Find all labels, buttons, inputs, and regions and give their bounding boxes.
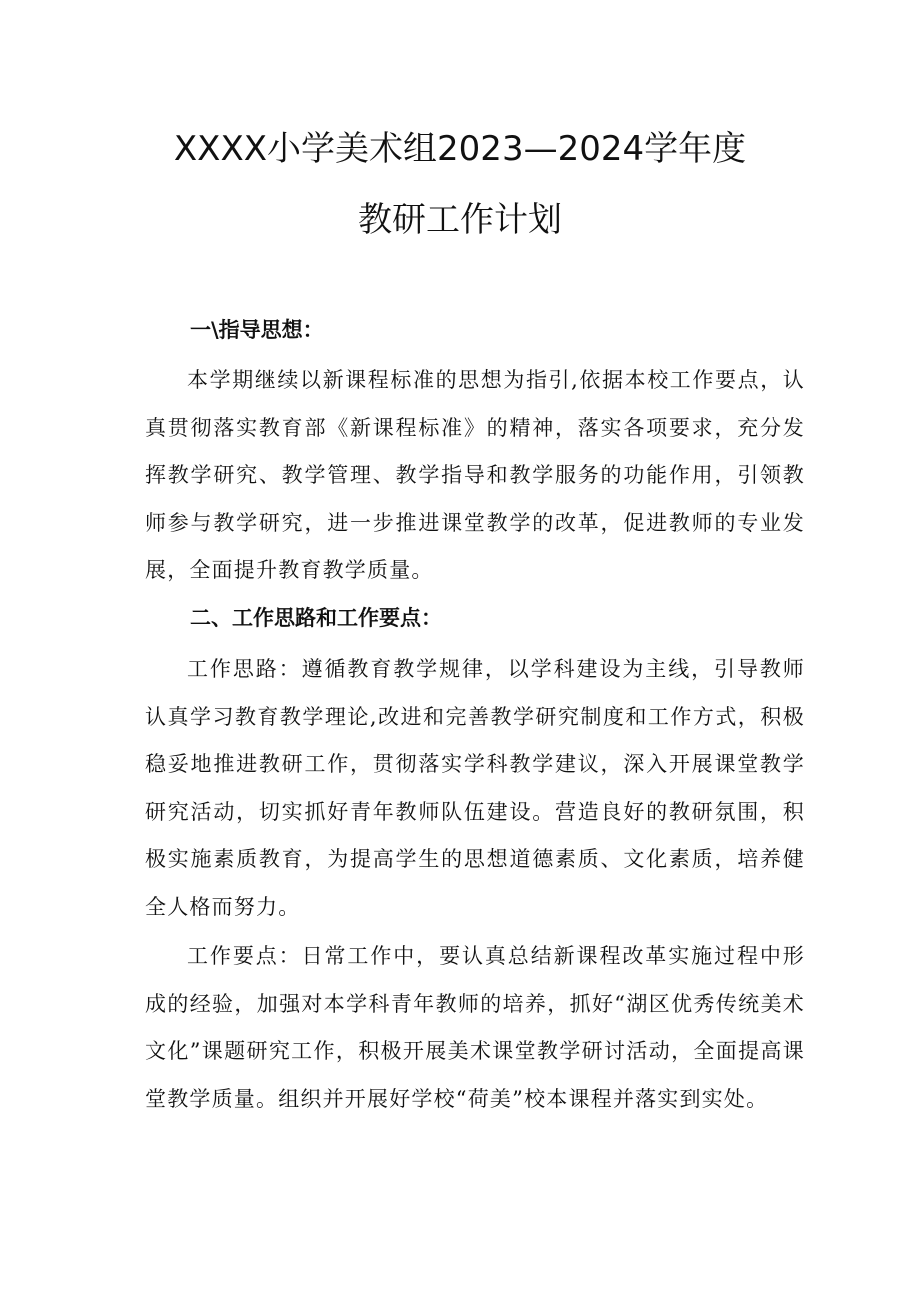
section-2-body-2 — [145, 933, 805, 1123]
section-1-body — [145, 357, 805, 595]
section-1-heading: 一\指导思想： — [190, 318, 324, 342]
work-key-points-paragraph: 工作要点：日常工作中，要认真总结新课程改革实施过程中形成的经验，加强对本学科青年教师的培养，抓好“湖区优秀传统美术文化”课题研究工作，积极开展美术课堂教学研讨活动，全面提高课堂教学质量。组织并开展好学校“荷美”校本课程并落实到实处。 — [145, 944, 805, 1111]
work-approach-paragraph: 工作思路：遵循教育教学规律，以学科建设为主线，引导教师认真学习教育教学理论,改进和完善教学研究制度和工作方式，积极稳妥地推进教研工作，贯彻落实学科教学建议，深入开展课堂教学研究活动，切实抓好青年教师队伍建设。营造良好的教研氛围，积极实施素质教育，为提高学生的思想道德素质、文化素质，培养健全人格而努力。 — [145, 657, 805, 919]
document-title-line-2: 教研工作计划 — [358, 200, 562, 240]
section-2-heading: 二、工作思路和工作要点： — [190, 606, 442, 630]
guiding-ideology-paragraph: 本学期继续以新课程标准的思想为指引,依据本校工作要点，认真贯彻落实教育部《新课程标准》的精神，落实各项要求，充分发挥教学研究、教学管理、教学指导和教学服务的功能作用，引领教师参与教学研究，进一步推进课堂教学的改革，促进教师的专业发展，全面提升教育教学质量。 — [145, 368, 805, 582]
document-title-line-1: XXXX小学美术组2023—2024学年度 — [173, 129, 747, 169]
section-2-body-1 — [145, 646, 805, 931]
